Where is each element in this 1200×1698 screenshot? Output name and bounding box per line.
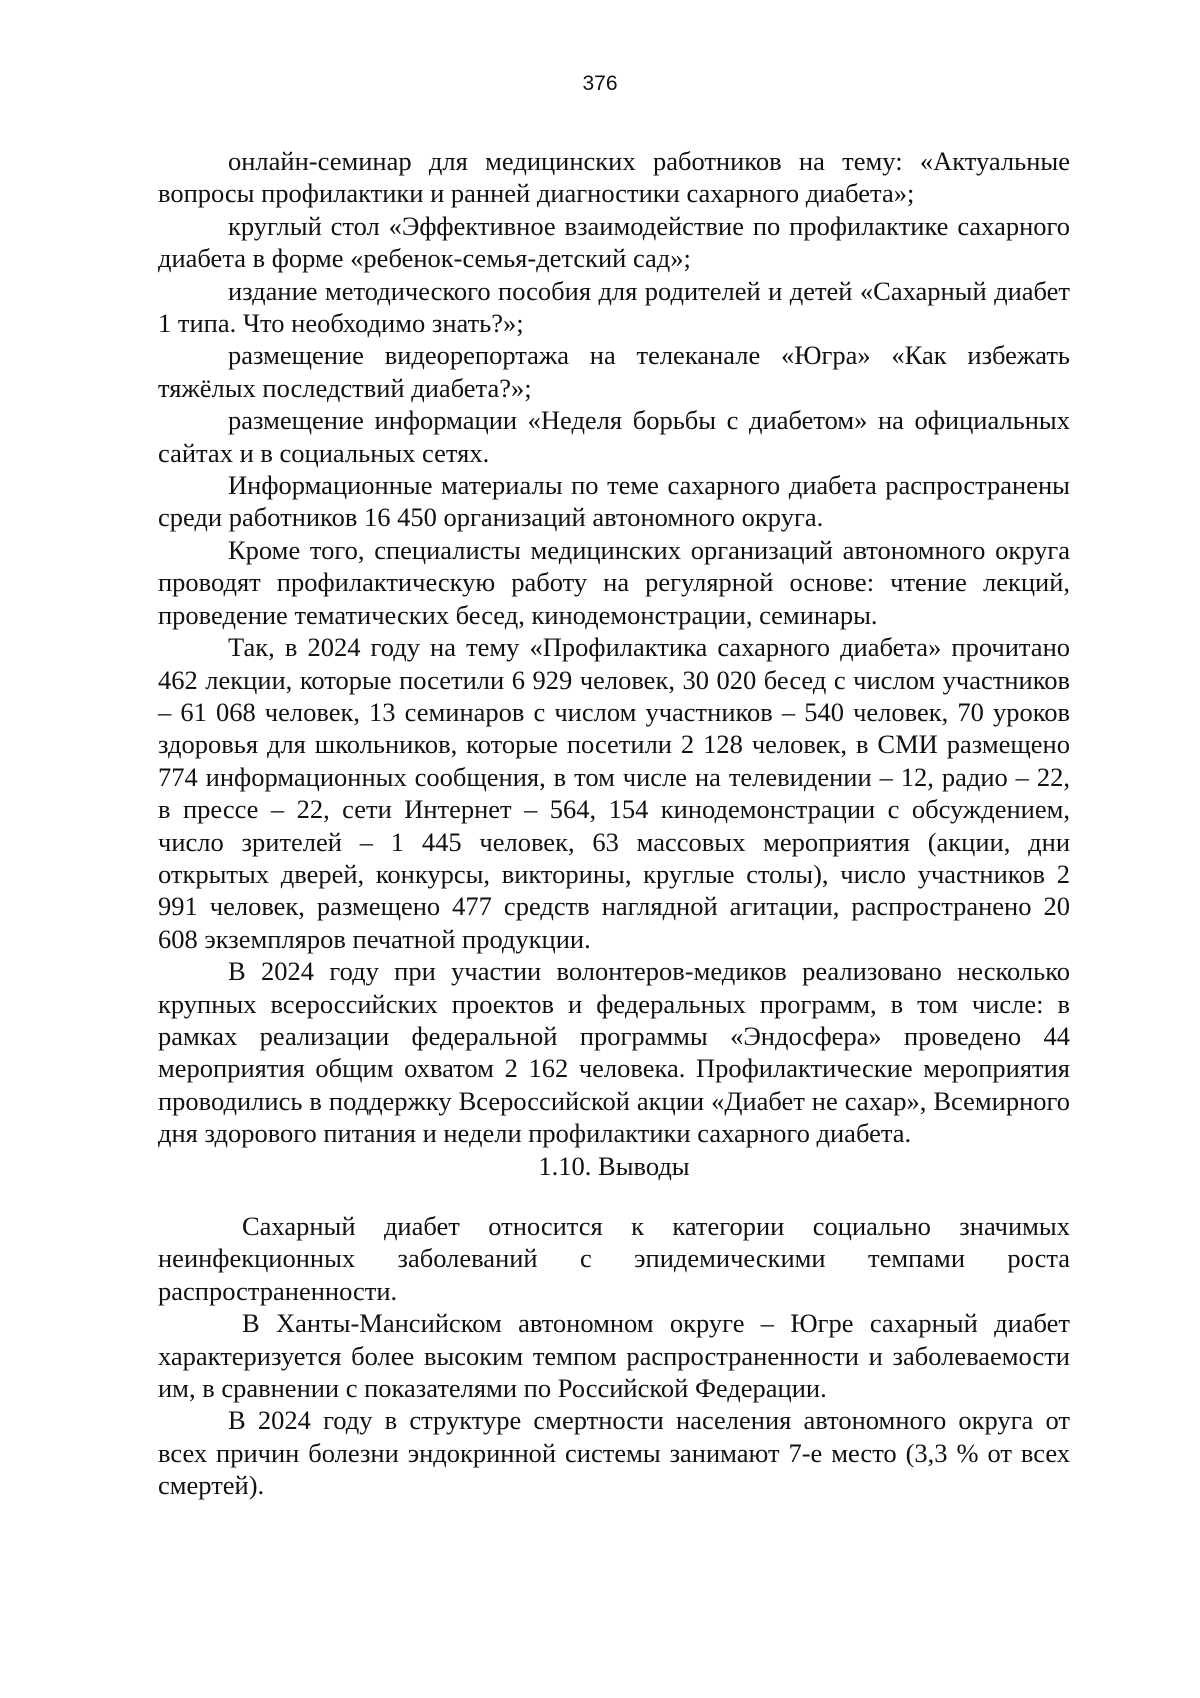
page-content	[158, 145, 1070, 1502]
list-item: размещение видеорепортажа на телеканале «Югра» «Как избежать тяжёлых последствий диабета?»;	[158, 340, 1070, 403]
list-item: круглый стол «Эффективное взаимодействие по профилактике сахарного диабета в форме «ребенок-семья-детский сад»;	[158, 210, 1070, 274]
paragraph: В 2024 году при участии волонтеров-медиков реализовано несколько крупных всероссийских проектов и федеральных программ, в том числе: в рамках реализации федеральной программы «Эндосфера» проведено 44 мероприятия общим охватом 2 162 человека. Профилактические мероприятия проводились в поддержку Всероссийской акции «Диабет не сахар», Всемирного дня здорового питания и недели профилактики сахарного диабета.	[158, 956, 1070, 1149]
list-item: размещение информации «Неделя борьбы с диабетом» на официальных сайтах и в социальных сетях.	[158, 405, 1070, 468]
paragraph: Кроме того, специалисты медицинских организаций автономного округа проводят профилактическую работу на регулярной основе: чтение лекций, проведение тематических бесед, кинодемонстрации, семинары.	[158, 534, 1070, 630]
conclusion-paragraph: Сахарный диабет относится к категории социально значимых неинфекционных заболеваний с эпидемическими темпами роста распространенности.	[158, 1211, 1070, 1306]
section-heading: 1.10. Выводы	[538, 1150, 690, 1181]
list-item: издание методического пособия для родителей и детей «Сахарный диабет 1 типа. Что необходимо знать?»;	[158, 275, 1070, 339]
paragraph: Информационные материалы по теме сахарного диабета распространены среди работников 16 450 организаций автономного округа.	[158, 470, 1070, 533]
conclusion-paragraph: В 2024 году в структуре смертности населения автономного округа от всех причин болезни эндокринной системы занимают 7-е место (3,3 % от всех смертей).	[158, 1405, 1070, 1501]
conclusion-paragraph: В Ханты-Мансийском автономном округе – Югре сахарный диабет характеризуется более высоким темпом распространенности и заболеваемости им, в сравнении с показателями по Российской Федерации.	[158, 1308, 1070, 1404]
paragraph: Так, в 2024 году на тему «Профилактика сахарного диабета» прочитано 462 лекции, которые посетили 6 929 человек, 30 020 бесед с числом участников – 61 068 человек, 13 семинаров с числом участников – 540 человек, 70 уроков здоровья для школьников, которые посетили 2 128 человек, в СМИ размещено 774 информационных сообщения, в том числе на телевидении – 12, радио – 22, в прессе – 22, сети Интернет – 564, 154 кинодемонстрации с обсуждением, число зрителей – 1 445 человек, 63 массовых мероприятия (акции, дни открытых дверей, конкурсы, викторины, круглые столы), число участников 2 991 человек, размещено 477 средств наглядной агитации, распространено 20 608 экземпляров печатной продукции.	[158, 632, 1070, 954]
page-number: 376	[582, 72, 618, 95]
list-item: онлайн-семинар для медицинских работников на тему: «Актуальные вопросы профилактики и ранней диагностики сахарного диабета»;	[158, 146, 1070, 209]
